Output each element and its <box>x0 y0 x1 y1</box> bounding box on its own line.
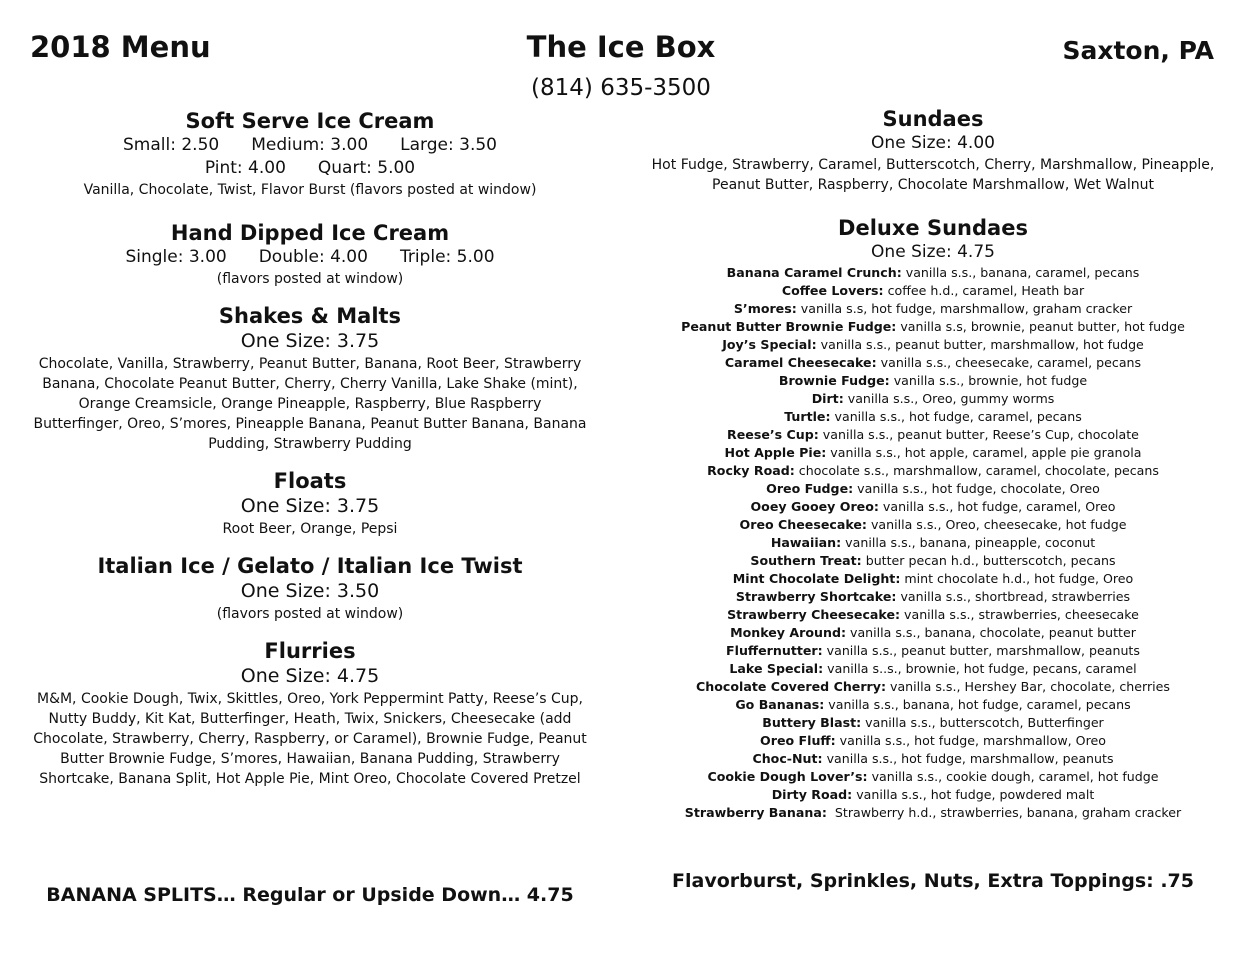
left-column <box>22 108 598 789</box>
deluxe-item-name: Brownie Fudge: <box>778 373 890 388</box>
deluxe-item <box>648 714 1218 732</box>
deluxe-item-name: Dirty Road: <box>771 787 853 802</box>
deluxe-item <box>648 264 1218 282</box>
deluxe-item <box>648 804 1218 822</box>
deluxe-item-desc: vanilla s.s., hot fudge, caramel, Oreo <box>878 499 1116 514</box>
deluxe-item-name: Caramel Cheesecake: <box>724 355 877 370</box>
price-double: Double: 4.00 <box>258 247 368 267</box>
deluxe-item <box>648 570 1218 588</box>
price-medium: Medium: 3.00 <box>251 135 369 155</box>
deluxe-item <box>648 300 1218 318</box>
price-large: Large: 3.50 <box>400 135 497 155</box>
deluxe-item-desc: butter pecan h.d., butterscotch, pecans <box>861 553 1116 568</box>
soft-serve-prices-1 <box>22 134 598 157</box>
deluxe-item-desc: vanilla s.s., hot fudge, marshmallow, Oreo <box>835 733 1106 748</box>
deluxe-item-name: Dirt: <box>811 391 844 406</box>
hand-dipped-title: Hand Dipped Ice Cream <box>170 221 450 245</box>
deluxe-item <box>648 282 1218 300</box>
deluxe-item <box>648 552 1218 570</box>
deluxe-item <box>648 750 1218 768</box>
deluxe-item <box>648 660 1218 678</box>
toppings-line: Flavorburst, Sprinkles, Nuts, Extra Toppings: .75 <box>672 870 1194 892</box>
banana-splits: BANANA SPLITS… Regular or Upside Down… 4.75 <box>46 884 574 906</box>
sundaes-size: One Size: 4.00 <box>871 133 995 153</box>
deluxe-item-name: Reese’s Cup: <box>727 427 819 442</box>
deluxe-item <box>648 354 1218 372</box>
deluxe-item-desc: vanilla s.s., Hershey Bar, chocolate, cherries <box>886 679 1170 694</box>
deluxe-item-desc: vanilla s.s., banana, chocolate, peanut butter <box>846 625 1136 640</box>
deluxe-item-name: Buttery Blast: <box>762 715 862 730</box>
deluxe-item <box>648 588 1218 606</box>
deluxe-item-desc: vanilla s.s., banana, pineapple, coconut <box>841 535 1096 550</box>
deluxe-item-name: Hawaiian: <box>770 535 842 550</box>
floats-size: One Size: 3.75 <box>240 495 380 517</box>
sundaes-flavors: Hot Fudge, Strawberry, Caramel, Butterscotch, Cherry, Marshmallow, Pineapple, Peanut Butter, Raspberry, Chocolate Marshmallow, Wet Walnut <box>651 157 1215 193</box>
deluxe-item-desc: chocolate s.s., marshmallow, caramel, chocolate, pecans <box>794 463 1159 478</box>
hand-dipped-note: (flavors posted at window) <box>216 271 404 287</box>
shop-location: Saxton, PA <box>1062 36 1214 65</box>
deluxe-item-desc: vanilla s.s., banana, hot fudge, caramel, pecans <box>824 697 1131 712</box>
deluxe-item-desc: vanilla s.s., brownie, hot fudge <box>889 373 1088 388</box>
deluxe-item-name: Monkey Around: <box>730 625 846 640</box>
deluxe-item <box>648 498 1218 516</box>
deluxe-item-desc: vanilla s.s., hot fudge, marshmallow, peanuts <box>822 751 1114 766</box>
deluxe-item-desc: vanilla s.s., banana, caramel, pecans <box>901 265 1140 280</box>
deluxe-item-desc: mint chocolate h.d., hot fudge, Oreo <box>900 571 1134 586</box>
deluxe-item <box>648 336 1218 354</box>
price-small: Small: 2.50 <box>123 135 220 155</box>
deluxe-item-name: Peanut Butter Brownie Fudge: <box>681 319 897 334</box>
deluxe-item <box>648 372 1218 390</box>
deluxe-item-name: Mint Chocolate Delight: <box>732 571 901 586</box>
price-pint: Pint: 4.00 <box>204 158 286 178</box>
flurries-size: One Size: 4.75 <box>240 665 380 687</box>
deluxe-item <box>648 462 1218 480</box>
deluxe-item-desc: vanilla s.s., butterscotch, Butterfinger <box>861 715 1104 730</box>
deluxe-item-name: Coffee Lovers: <box>781 283 884 298</box>
deluxe-item-desc: vanilla s.s., hot fudge, powdered malt <box>852 787 1095 802</box>
shakes-size: One Size: 3.75 <box>240 330 380 352</box>
deluxe-item <box>648 678 1218 696</box>
shop-title: The Ice Box <box>526 30 716 64</box>
deluxe-list <box>648 264 1218 822</box>
sundaes-title: Sundaes <box>882 107 984 131</box>
floats-flavors: Root Beer, Orange, Pepsi <box>222 521 398 537</box>
deluxe-item-desc: vanilla s.s., hot fudge, caramel, pecans <box>830 409 1082 424</box>
deluxe-item-desc: coffee h.d., caramel, Heath bar <box>883 283 1085 298</box>
deluxe-item-name: Rocky Road: <box>707 463 795 478</box>
deluxe-item-name: Turtle: <box>784 409 831 424</box>
phone-number: (814) 635-3500 <box>531 75 711 101</box>
deluxe-item-name: Strawberry Banana: <box>684 805 827 820</box>
deluxe-item-name: Banana Caramel Crunch: <box>726 265 902 280</box>
deluxe-item-desc: vanilla s.s., peanut butter, marshmallow, peanuts <box>822 643 1140 658</box>
soft-serve-prices-2 <box>22 157 598 180</box>
deluxe-item <box>648 480 1218 498</box>
soft-serve-flavors: Vanilla, Chocolate, Twist, Flavor Burst (flavors posted at window) <box>83 182 537 198</box>
soft-serve-title: Soft Serve Ice Cream <box>185 109 435 133</box>
deluxe-item-name: S’mores: <box>733 301 797 316</box>
deluxe-item-name: Go Bananas: <box>735 697 825 712</box>
deluxe-item <box>648 624 1218 642</box>
shakes-flavors: Chocolate, Vanilla, Strawberry, Peanut Butter, Banana, Root Beer, Strawberry Banana, Chocolate Peanut Butter, Cherry, Cherry Vanilla, Lake Shake (mint), Orange Creamsicle, Orange Pineapple, Raspberry, Blue Raspberry <box>38 356 582 412</box>
menu-year: 2018 Menu <box>30 30 211 64</box>
deluxe-item <box>648 642 1218 660</box>
deluxe-item-desc: vanilla s.s., strawberries, cheesecake <box>900 607 1139 622</box>
deluxe-item-name: Fluffernutter: <box>726 643 823 658</box>
deluxe-title: Deluxe Sundaes <box>838 216 1028 240</box>
price-single: Single: 3.00 <box>125 247 227 267</box>
shakes-flavors-2: Butterfinger, Oreo, S’mores, Pineapple Banana, Peanut Butter Banana, Banana Pudding, Strawberry Pudding <box>33 416 587 452</box>
italian-ice-title: Italian Ice / Gelato / Italian Ice Twist <box>97 554 523 578</box>
flurries-flavors: M&M, Cookie Dough, Twix, Skittles, Oreo, York Peppermint Patty, Reese’s Cup, Nutty Buddy, Kit Kat, Butterfinger, Heath, Twix, Snickers, Cheesecake (add Chocolate, Strawberry, Cherry, Raspberry, or Caramel), Brownie Fudge, Peanut Butter Brownie Fudge, S’mores, Hawaiian, Banana Pudding, Strawberry Shortcake, Banana Split, Hot Apple Pie, Mint Oreo, Chocolate Covered Pretzel <box>33 691 587 787</box>
floats-title: Floats <box>273 469 347 493</box>
italian-ice-size: One Size: 3.50 <box>240 580 380 602</box>
deluxe-item <box>648 426 1218 444</box>
deluxe-item-desc: vanilla s.s., peanut butter, Reese’s Cup, chocolate <box>818 427 1139 442</box>
deluxe-item <box>648 318 1218 336</box>
price-triple: Triple: 5.00 <box>399 247 495 267</box>
right-column <box>648 106 1218 822</box>
deluxe-item-name: Chocolate Covered Cherry: <box>696 679 886 694</box>
shakes-title: Shakes & Malts <box>218 304 402 328</box>
deluxe-item-desc: vanilla s.s, hot fudge, marshmallow, graham cracker <box>796 301 1133 316</box>
price-quart: Quart: 5.00 <box>317 158 416 178</box>
deluxe-item <box>648 768 1218 786</box>
deluxe-item <box>648 408 1218 426</box>
deluxe-item-desc: vanilla s.s., hot fudge, chocolate, Oreo <box>853 481 1100 496</box>
deluxe-item-name: Choc-Nut: <box>752 751 823 766</box>
deluxe-item-desc: vanilla s.s., shortbread, strawberries <box>896 589 1131 604</box>
deluxe-item-desc: vanilla s.s., cheesecake, caramel, pecans <box>876 355 1142 370</box>
hand-dipped-prices <box>22 246 598 269</box>
italian-ice-note: (flavors posted at window) <box>216 606 404 622</box>
deluxe-item-name: Strawberry Shortcake: <box>735 589 897 604</box>
deluxe-item-name: Oreo Fluff: <box>760 733 836 748</box>
deluxe-item <box>648 606 1218 624</box>
deluxe-item-name: Southern Treat: <box>750 553 862 568</box>
deluxe-item-name: Joy’s Special: <box>722 337 817 352</box>
deluxe-item-name: Strawberry Cheesecake: <box>727 607 901 622</box>
deluxe-item-name: Lake Special: <box>729 661 824 676</box>
deluxe-item-name: Cookie Dough Lover’s: <box>707 769 868 784</box>
deluxe-item-desc: vanilla s.s., peanut butter, marshmallow, hot fudge <box>816 337 1144 352</box>
deluxe-item <box>648 390 1218 408</box>
deluxe-item-desc: vanilla s.s., Oreo, cheesecake, hot fudge <box>866 517 1127 532</box>
deluxe-item-desc: vanilla s..s., brownie, hot fudge, pecans, caramel <box>823 661 1137 676</box>
deluxe-item-name: Oreo Cheesecake: <box>739 517 867 532</box>
deluxe-item <box>648 786 1218 804</box>
deluxe-item <box>648 534 1218 552</box>
deluxe-item-desc: vanilla s.s, brownie, peanut butter, hot fudge <box>896 319 1185 334</box>
deluxe-item-desc: Strawberry h.d., strawberries, banana, graham cracker <box>826 805 1182 820</box>
deluxe-item-name: Oreo Fudge: <box>766 481 854 496</box>
deluxe-item-desc: vanilla s.s., hot apple, caramel, apple pie granola <box>826 445 1142 460</box>
deluxe-size: One Size: 4.75 <box>871 242 995 262</box>
deluxe-item-name: Hot Apple Pie: <box>724 445 827 460</box>
deluxe-item-name: Ooey Gooey Oreo: <box>750 499 879 514</box>
deluxe-item <box>648 696 1218 714</box>
deluxe-item-desc: vanilla s.s., Oreo, gummy worms <box>843 391 1055 406</box>
deluxe-item-desc: vanilla s.s., cookie dough, caramel, hot fudge <box>867 769 1159 784</box>
flurries-title: Flurries <box>264 639 356 663</box>
deluxe-item <box>648 444 1218 462</box>
deluxe-item <box>648 516 1218 534</box>
deluxe-item <box>648 732 1218 750</box>
